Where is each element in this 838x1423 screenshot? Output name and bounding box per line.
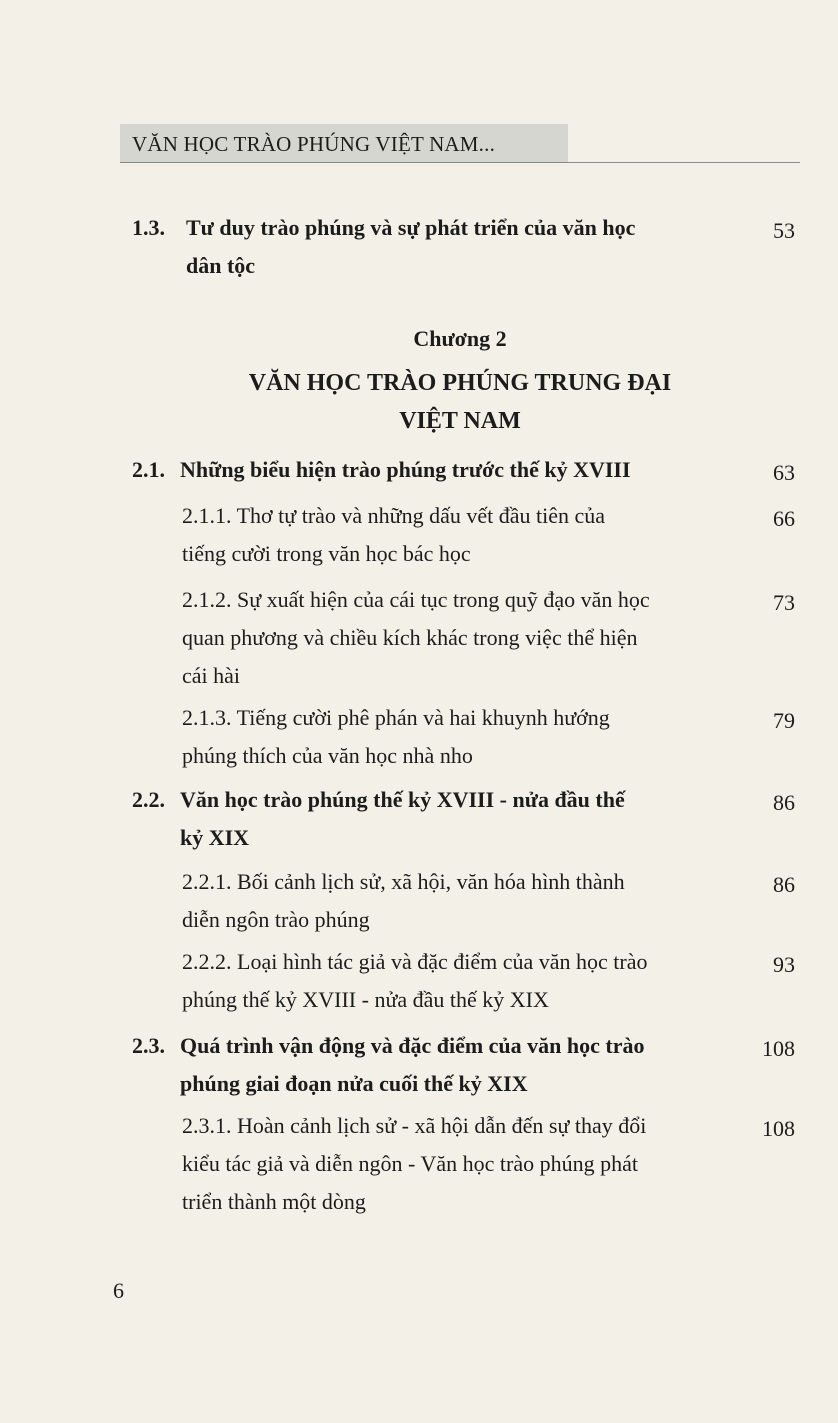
page-ref: 63 [773, 460, 795, 485]
page-ref: 108 [762, 1036, 795, 1061]
entry-title-line: quan phương và chiều kích khác trong việc thể hiện [182, 625, 638, 650]
entry-title-line: 2.1.3. Tiếng cười phê phán và hai khuynh hướng [182, 705, 610, 730]
entry-title-line: kỷ XIX [180, 825, 250, 850]
entry-title-line: 2.1.1. Thơ tự trào và những dấu vết đầu tiên của [182, 503, 606, 528]
chapter-label: Chương 2 [413, 326, 507, 351]
entry-title-line: kiểu tác giả và diễn ngôn - Văn học trào phúng phát [182, 1151, 638, 1176]
entry-title-line: 2.2.2. Loại hình tác giả và đặc điểm của văn học trào [182, 949, 648, 974]
page-ref: 73 [773, 590, 795, 615]
entry-title-line: 2.1.2. Sự xuất hiện của cái tục trong quỹ đạo văn học [182, 587, 650, 612]
entry-title-line: Quá trình vận động và đặc điểm của văn học trào [180, 1033, 645, 1058]
page-number: 6 [113, 1278, 124, 1303]
entry-title-line: phúng giai đoạn nửa cuối thế kỷ XIX [180, 1071, 528, 1096]
entry-title-line: cái hài [182, 663, 241, 688]
page-ref: 79 [773, 708, 795, 733]
entry-title-line: Tư duy trào phúng và sự phát triển của văn học [186, 215, 636, 240]
section-number: 2.1. [132, 457, 165, 482]
page-ref: 86 [773, 790, 795, 815]
page-ref: 53 [773, 218, 795, 243]
section-number: 1.3. [132, 215, 165, 240]
chapter-title: VIỆT NAM [399, 408, 521, 434]
section-number: 2.3. [132, 1033, 165, 1058]
entry-title-line: dân tộc [186, 253, 256, 278]
entry-title-line: Văn học trào phúng thế kỷ XVIII - nửa đầu thế [180, 787, 625, 812]
page-ref: 108 [762, 1116, 795, 1141]
page-ref: 66 [773, 506, 795, 531]
running-header-text: VĂN HỌC TRÀO PHÚNG VIỆT NAM... [132, 132, 496, 156]
entry-title-line: tiếng cười trong văn học bác học [182, 541, 471, 566]
page-ref: 93 [773, 952, 795, 977]
entry-title-line: phúng thích của văn học nhà nho [182, 743, 473, 768]
chapter-title: VĂN HỌC TRÀO PHÚNG TRUNG ĐẠI [248, 370, 672, 396]
entry-title-line: 2.3.1. Hoàn cảnh lịch sử - xã hội dẫn đến sự thay đổi [182, 1113, 647, 1138]
entry-title-line: triển thành một dòng [182, 1189, 366, 1214]
entry-title-line: Những biểu hiện trào phúng trước thế kỷ XVIII [180, 457, 631, 482]
header-rule [120, 162, 800, 163]
running-header [120, 124, 568, 162]
entry-title-line: diễn ngôn trào phúng [182, 907, 370, 932]
section-number: 2.2. [132, 787, 165, 812]
entry-title-line: 2.2.1. Bối cảnh lịch sử, xã hội, văn hóa hình thành [182, 869, 625, 894]
page-ref: 86 [773, 872, 795, 897]
entry-title-line: phúng thế kỷ XVIII - nửa đầu thế kỷ XIX [182, 987, 549, 1012]
